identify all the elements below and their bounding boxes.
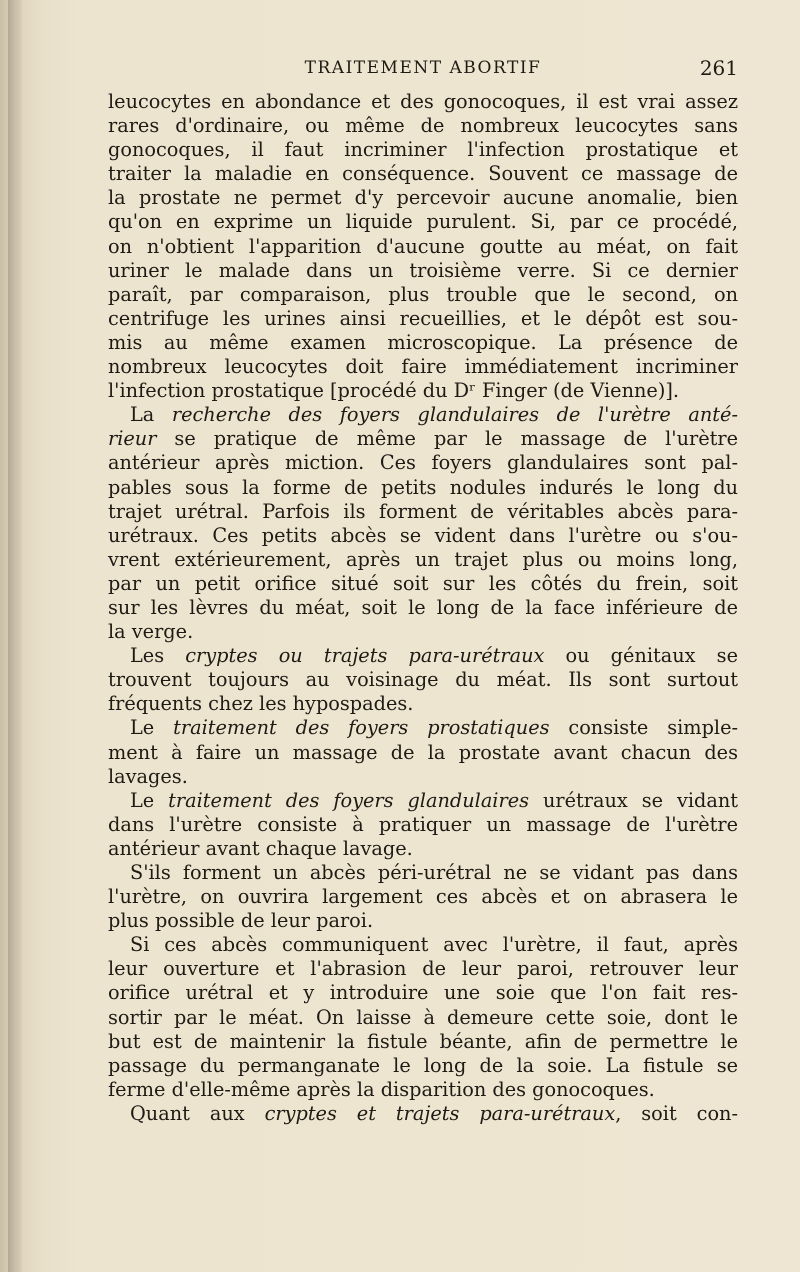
text-segment: centrifuge les urines ainsi recueillies, et le dépôt est sou- bbox=[108, 306, 738, 330]
text-segment: antérieur après miction. Ces foyers glandulaires sont pal- bbox=[108, 451, 738, 475]
text-segment: qu'on en exprime un liquide purulent. Si, par ce procédé, bbox=[108, 210, 738, 234]
text-line bbox=[108, 596, 738, 620]
text-line bbox=[108, 355, 738, 379]
text-segment: trajet urétral. Parfois ils forment de véritables abcès para- bbox=[108, 499, 738, 523]
text-segment: fréquents chez les hypospades. bbox=[108, 692, 414, 716]
italic-term: cryptes et trajets para-urétraux bbox=[264, 1101, 616, 1125]
text-segment: traiter la maladie en conséquence. Souvent ce massage de bbox=[108, 162, 738, 186]
text-segment: Le bbox=[130, 716, 174, 740]
text-segment: pables sous la forme de petits nodules indurés le long du bbox=[108, 475, 738, 499]
text-segment: rares d'ordinaire, ou même de nombreux leucocytes sans bbox=[108, 114, 738, 138]
text-segment: nombreux leucocytes doit faire immédiatement incriminer bbox=[108, 355, 738, 379]
text-line bbox=[108, 1054, 738, 1078]
text-segment: lavages. bbox=[108, 764, 188, 788]
text-segment: Si ces abcès communiquent avec l'urètre, il faut, après bbox=[130, 933, 738, 957]
text-line bbox=[108, 1102, 738, 1126]
text-line bbox=[108, 524, 738, 548]
running-head: TRAITEMENT ABORTIF bbox=[304, 58, 542, 78]
text-segment: l'infection prostatique [procédé du Dʳ Finger (de Vienne)]. bbox=[108, 379, 679, 403]
text-segment: consiste simple- bbox=[549, 716, 739, 740]
text-line bbox=[108, 620, 738, 644]
text-segment: leucocytes en abondance et des gonocoques, il est vrai assez bbox=[108, 90, 738, 113]
text-segment: paraît, par comparaison, plus trouble que le second, on bbox=[108, 282, 738, 306]
text-segment: but est de maintenir la fistule béante, afin de permettre le bbox=[108, 1029, 738, 1053]
text-line bbox=[108, 644, 738, 668]
text-line bbox=[108, 259, 738, 283]
text-segment: urétraux se vidant bbox=[529, 788, 739, 812]
text-segment: l'urètre, on ouvrira largement ces abcès et on abrasera le bbox=[108, 885, 738, 909]
text-line bbox=[108, 741, 738, 765]
page-header bbox=[108, 56, 738, 84]
text-segment: la prostate ne permet d'y percevoir aucune anomalie, bien bbox=[108, 186, 738, 210]
text-line bbox=[108, 235, 738, 259]
italic-term: rieur bbox=[108, 427, 157, 451]
text-line bbox=[108, 500, 738, 524]
text-segment: mis au même examen microscopique. La présence de bbox=[108, 330, 738, 354]
text-line bbox=[108, 427, 738, 451]
text-segment: leur ouverture et l'abrasion de leur paroi, retrouver leur bbox=[108, 957, 738, 981]
text-segment: plus possible de leur paroi. bbox=[108, 909, 374, 933]
text-segment: dans l'urètre consiste à pratiquer un massage de l'urètre bbox=[108, 812, 738, 836]
text-line bbox=[108, 283, 738, 307]
text-line bbox=[108, 114, 738, 138]
text-line bbox=[108, 162, 738, 186]
text-line bbox=[108, 379, 738, 403]
italic-term: traitement des foyers prostatiques bbox=[173, 716, 550, 740]
text-line bbox=[108, 716, 738, 740]
text-segment: Les bbox=[130, 644, 186, 668]
text-segment: par un petit orifice situé soit sur les côtés du frein, soit bbox=[108, 571, 738, 595]
text-segment: se pratique de même par le massage de l'urètre bbox=[156, 427, 738, 451]
text-line bbox=[108, 451, 738, 475]
text-segment: on n'obtient l'apparition d'aucune goutte au méat, on fait bbox=[108, 234, 738, 258]
text-line bbox=[108, 1006, 738, 1030]
text-line bbox=[108, 572, 738, 596]
text-segment: passage du permanganate le long de la soie. La fistule se bbox=[108, 1053, 738, 1077]
text-line bbox=[108, 90, 738, 114]
italic-term: recherche des foyers glandulaires de l'urètre anté- bbox=[171, 403, 738, 427]
text-line bbox=[108, 403, 738, 427]
text-segment: ferme d'elle-même après la disparition des gonocoques. bbox=[108, 1077, 655, 1101]
text-segment: , soit con- bbox=[615, 1101, 738, 1125]
text-line bbox=[108, 789, 738, 813]
text-segment: ment à faire un massage de la prostate avant chacun des bbox=[108, 740, 738, 764]
text-segment: Le bbox=[130, 788, 169, 812]
text-line bbox=[108, 813, 738, 837]
text-line bbox=[108, 933, 738, 957]
text-line bbox=[108, 210, 738, 234]
text-line bbox=[108, 307, 738, 331]
text-segment: gonocoques, il faut incriminer l'infection prostatique et bbox=[108, 138, 738, 162]
text-line bbox=[108, 981, 738, 1005]
text-line bbox=[108, 861, 738, 885]
text-segment: urétraux. Ces petits abcès se vident dans l'urètre ou s'ou- bbox=[108, 523, 738, 547]
text-line bbox=[108, 668, 738, 692]
italic-term: cryptes ou trajets para-urétraux bbox=[185, 644, 545, 668]
text-segment: Quant aux bbox=[130, 1101, 265, 1125]
text-line bbox=[108, 765, 738, 789]
text-line bbox=[108, 837, 738, 861]
page-binding-shadow bbox=[8, 0, 22, 1272]
text-line bbox=[108, 138, 738, 162]
text-segment: antérieur avant chaque lavage. bbox=[108, 836, 413, 860]
text-segment: trouvent toujours au voisinage du méat. Ils sont surtout bbox=[108, 668, 738, 692]
text-segment: la verge. bbox=[108, 620, 194, 644]
text-line bbox=[108, 331, 738, 355]
body-text bbox=[108, 90, 738, 1126]
page-number: 261 bbox=[699, 56, 738, 80]
text-segment: orifice urétral et y introduire une soie que l'on fait res- bbox=[108, 981, 738, 1005]
italic-term: traitement des foyers glandulaires bbox=[168, 788, 529, 812]
text-segment: sur les lèvres du méat, soit le long de la face inférieure de bbox=[108, 595, 738, 619]
text-line bbox=[108, 957, 738, 981]
text-segment: uriner le malade dans un troisième verre. Si ce dernier bbox=[108, 258, 738, 282]
text-line bbox=[108, 692, 738, 716]
text-line bbox=[108, 548, 738, 572]
text-line bbox=[108, 476, 738, 500]
text-line bbox=[108, 1030, 738, 1054]
text-line bbox=[108, 885, 738, 909]
text-line bbox=[108, 1078, 738, 1102]
text-segment: S'ils forment un abcès péri-urétral ne se vidant pas dans bbox=[130, 861, 738, 884]
text-segment: ou génitaux se bbox=[544, 644, 738, 668]
text-line bbox=[108, 186, 738, 210]
text-line bbox=[108, 909, 738, 933]
text-segment: sortir par le méat. On laisse à demeure cette soie, dont le bbox=[108, 1005, 738, 1029]
text-segment: La bbox=[130, 403, 172, 427]
text-segment: vrent extérieurement, après un trajet plus ou moins long, bbox=[108, 547, 738, 571]
